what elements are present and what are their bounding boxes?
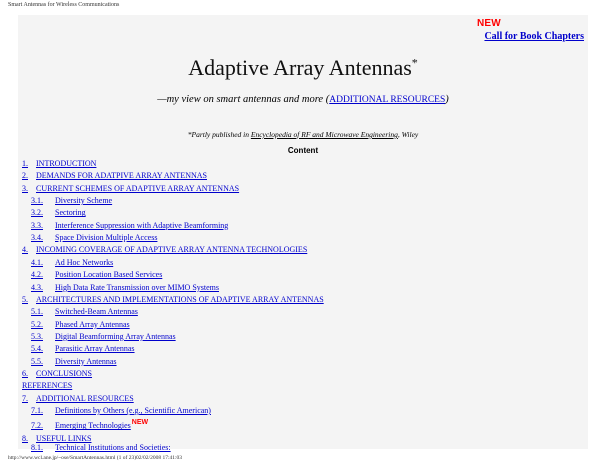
- toc-item[interactable]: [22, 282, 219, 294]
- toc-item[interactable]: [22, 368, 92, 380]
- toc-item-number[interactable]: 7.1.: [31, 406, 43, 415]
- toc-item-label[interactable]: REFERENCES: [22, 381, 73, 391]
- toc-item-number[interactable]: 3.4.: [31, 233, 43, 243]
- toc-item-number[interactable]: 7.2.: [31, 421, 43, 431]
- toc-item[interactable]: [22, 343, 135, 355]
- print-footer: http://www.wcl.ane.jp/~ose/SmartAntennas.html (1 of 23)02/02/2008 17:41:03: [8, 455, 183, 461]
- print-header: Smart Antennas for Wireless Communications: [8, 2, 120, 8]
- toc-item-label[interactable]: Emerging Technologies: [55, 421, 131, 431]
- toc-item[interactable]: [22, 170, 207, 182]
- toc-item-number[interactable]: 8.1.: [31, 443, 43, 453]
- title-footnote-mark: *: [411, 55, 418, 70]
- toc-item[interactable]: [22, 319, 130, 331]
- page-title-text: Adaptive Array Antennas: [188, 55, 412, 80]
- toc-item[interactable]: [22, 220, 228, 232]
- toc-item-label[interactable]: Ad Hoc Networks: [55, 257, 114, 267]
- toc-item-label[interactable]: High Data Rate Transmission over MIMO Systems: [55, 282, 219, 292]
- toc-item-number[interactable]: 3.2.: [31, 208, 43, 218]
- toc-item-number[interactable]: 3.1.: [31, 196, 43, 206]
- additional-resources-link[interactable]: ADDITIONAL RESOURCES: [329, 95, 446, 105]
- toc-item-label[interactable]: Space Division Multiple Access: [55, 233, 158, 243]
- toc-item-number[interactable]: 2.: [22, 171, 28, 181]
- toc-item-number[interactable]: 5.5.: [31, 356, 43, 366]
- new-badge: NEW: [477, 18, 501, 29]
- toc-item[interactable]: [22, 294, 324, 306]
- toc-item-label[interactable]: Position Location Based Services: [55, 270, 163, 280]
- toc-item-label[interactable]: Sectoring: [55, 208, 86, 218]
- pub-prefix: *Partly published in: [187, 130, 251, 139]
- subtitle-prefix: —my view on smart antennas and more (: [157, 94, 330, 105]
- toc-item-label[interactable]: Parasitic Array Antennas: [55, 344, 135, 354]
- toc-item-label[interactable]: USEFUL LINKS: [36, 433, 92, 443]
- encyclopedia-link[interactable]: Encyclopedia of RF and Microwave Engineering: [250, 130, 398, 139]
- toc-item[interactable]: [22, 232, 157, 244]
- toc-item-label[interactable]: DEMANDS FOR ADATPIVE ARRAY ANTENNAS: [36, 171, 207, 181]
- toc-item[interactable]: [22, 442, 171, 454]
- toc-item[interactable]: [22, 420, 148, 432]
- toc-item-number[interactable]: 4.: [22, 245, 28, 255]
- content-heading: Content: [287, 146, 319, 155]
- toc-item-label[interactable]: Diversity Antennas: [55, 356, 117, 366]
- toc-item-number[interactable]: 5.: [22, 294, 28, 304]
- toc-item[interactable]: [22, 244, 307, 256]
- toc-item-label[interactable]: Switched-Beam Antennas: [55, 307, 138, 317]
- toc-item-number[interactable]: 5.1.: [31, 307, 43, 317]
- toc-item-label[interactable]: INCOMING COVERAGE OF ADAPTIVE ARRAY ANTENNA TECHNOLOGIES: [36, 245, 308, 255]
- publication-note: [18, 130, 588, 139]
- toc-item[interactable]: [22, 306, 138, 318]
- toc-item[interactable]: [22, 183, 239, 195]
- toc-item-number[interactable]: 8.: [22, 433, 28, 443]
- toc-item-number[interactable]: 5.3.: [31, 331, 43, 341]
- toc-item[interactable]: [22, 195, 112, 207]
- toc-item-label[interactable]: CURRENT SCHEMES OF ADAPTIVE ARRAY ANTENNAS: [36, 183, 240, 193]
- toc-item-label[interactable]: ADDITIONAL RESOURCES: [36, 393, 134, 403]
- toc-item-label[interactable]: Definitions by Others (e.g., Scientific American): [55, 406, 211, 415]
- toc-item[interactable]: [22, 257, 113, 269]
- toc-item-label[interactable]: CONCLUSIONS: [36, 368, 93, 378]
- toc-item-number[interactable]: 3.: [22, 183, 28, 193]
- pub-suffix: , Wiley: [397, 130, 419, 139]
- toc-item[interactable]: [22, 380, 72, 392]
- toc-item-number[interactable]: 4.3.: [31, 282, 43, 292]
- page-title: [18, 55, 588, 81]
- toc-item-number[interactable]: 6.: [22, 368, 28, 378]
- toc-item-number[interactable]: 7.: [22, 393, 28, 403]
- toc-item-label[interactable]: Diversity Scheme: [55, 196, 113, 206]
- toc-item-label[interactable]: Phased Array Antennas: [55, 319, 130, 329]
- subtitle: [18, 94, 588, 105]
- toc-item[interactable]: [22, 158, 96, 170]
- toc-item-label[interactable]: INTRODUCTION: [36, 159, 97, 168]
- page-content: [18, 15, 588, 453]
- toc-item-number[interactable]: 5.4.: [31, 344, 43, 354]
- toc-item-number[interactable]: 1.: [22, 159, 28, 168]
- toc-item-number[interactable]: 3.3.: [31, 220, 43, 230]
- call-for-book-chapters-link[interactable]: Call for Book Chapters: [484, 31, 584, 42]
- toc-item-label[interactable]: Technical Institutions and Societies:: [55, 443, 171, 453]
- toc-item-label[interactable]: Digital Beamforming Array Antennas: [55, 331, 176, 341]
- toc-item-number[interactable]: 5.2.: [31, 319, 43, 329]
- toc-item[interactable]: [22, 269, 162, 281]
- toc-item[interactable]: [22, 207, 86, 219]
- toc-item[interactable]: [22, 405, 211, 417]
- subtitle-suffix: ): [445, 94, 449, 105]
- toc-item[interactable]: [22, 331, 176, 343]
- toc-item[interactable]: [22, 393, 134, 405]
- toc-item[interactable]: [22, 356, 117, 368]
- toc-item-number[interactable]: 4.2.: [31, 270, 43, 280]
- new-badge-inline: NEW: [131, 419, 149, 427]
- toc-item-label[interactable]: Interference Suppression with Adaptive Beamforming: [55, 220, 229, 230]
- toc-item-label[interactable]: ARCHITECTURES AND IMPLEMENTATIONS OF ADAPTIVE ARRAY ANTENNAS: [36, 294, 324, 304]
- toc-item-number[interactable]: 4.1.: [31, 257, 43, 267]
